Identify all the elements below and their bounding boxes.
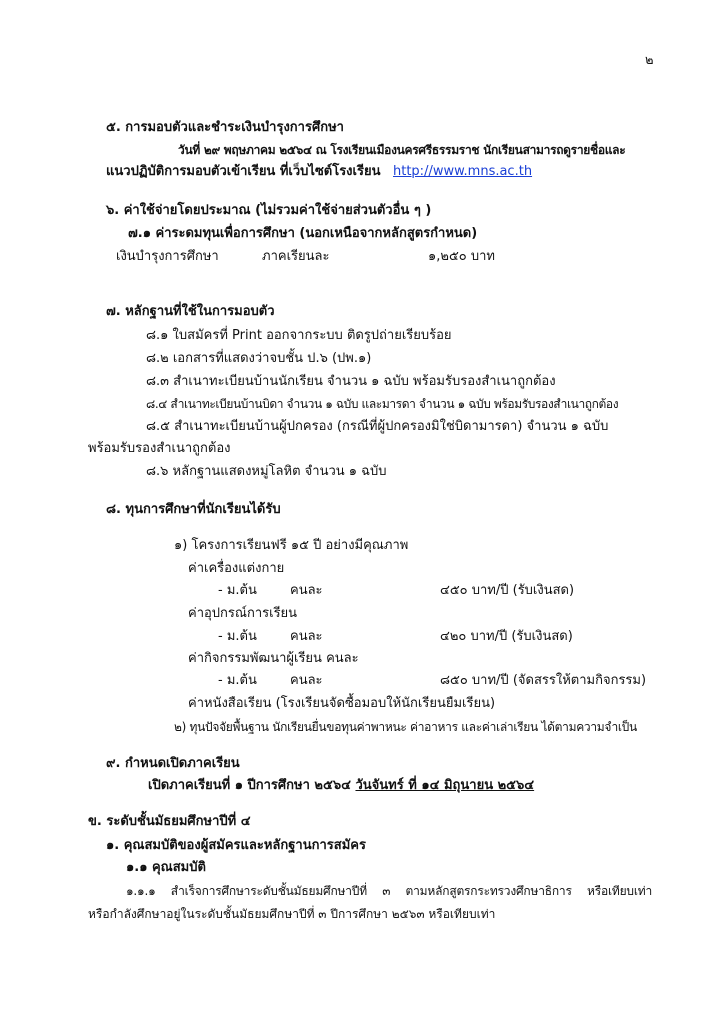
scholarship-item-per: คนละ (290, 583, 323, 598)
section-8-heading: ๘. ทุนการศึกษาที่นักเรียนได้รับ (106, 502, 281, 517)
scholarship-item-amount: ๔๒๐ บาท/ปี (รับเงินสด) (440, 629, 573, 644)
scholarship-item-level: - ม.ต้น (218, 673, 257, 688)
fee-amount: ๑,๒๕๐ บาท (428, 249, 495, 264)
section-7-heading: ๗. หลักฐานที่ใช้ในการมอบตัว (106, 304, 275, 319)
document-item: ๘.๒ เอกสารที่แสดงว่าจบชั้น ป.๖ (ปพ.๑) (146, 351, 372, 366)
section-9-heading: ๙. กำหนดเปิดภาคเรียน (106, 756, 240, 771)
section-5-line2-text: แนวปฏิบัติการมอบตัวเข้าเรียน ที่เว็บไซต์โรงเรียน (106, 164, 381, 179)
fee-label: เงินบำรุงการศึกษา (116, 249, 219, 264)
school-website-link[interactable]: http://www.mns.ac.th (393, 164, 533, 179)
scholarship-project-2: ๒) ทุนปัจจัยพื้นฐาน นักเรียนยื่นขอทุนค่าพาหนะ ค่าอาหาร และค่าเล่าเรียน ได้ตามความจำเป็น (174, 720, 637, 734)
document-item: ๘.๕ สำเนาทะเบียนบ้านผู้ปกครอง (กรณีที่ผู้ปกครองมิใช่บิดามารดา) จำนวน ๑ ฉบับ (146, 419, 609, 434)
scholarship-item-amount: ๘๕๐ บาท/ปี (จัดสรรให้ตามกิจกรรม) (440, 673, 647, 688)
document-item-continuation: พร้อมรับรองสำเนาถูกต้อง (88, 441, 231, 456)
scholarship-books: ค่าหนังสือเรียน (โรงเรียนจัดซื้อมอบให้นักเรียนยืมเรียน) (188, 696, 496, 711)
scholarship-item-title: ค่ากิจกรรมพัฒนาผู้เรียน คนละ (188, 651, 359, 666)
fee-term: ภาคเรียนละ (262, 249, 330, 264)
semester-opening-text: เปิดภาคเรียนที่ ๑ ปีการศึกษา ๒๕๖๔ (148, 778, 356, 793)
scholarship-item-level: - ม.ต้น (218, 629, 257, 644)
scholarship-item-level: - ม.ต้น (218, 583, 257, 598)
qualification-paragraph-line1: ๑.๑.๑ สำเร็จการศึกษาระดับชั้นมัธยมศึกษาปีที่ ๓ ตามหลักสูตรกระทรวงศึกษาธิการ หรือเทียบเท่า (126, 884, 652, 898)
section-6-subheading: ๗.๑ ค่าระดมทุนเพื่อการศึกษา (นอกเหนือจากหลักสูตรกำหนด) (128, 226, 478, 241)
section-5-line2 (106, 163, 532, 181)
scholarship-item-amount: ๔๕๐ บาท/ปี (รับเงินสด) (440, 583, 575, 598)
section-5-heading: ๕. การมอบตัวและชำระเงินบำรุงการศึกษา (106, 120, 344, 135)
part-b-subheading: ๑. คุณสมบัติของผู้สมัครและหลักฐานการสมัคร (106, 838, 366, 853)
document-item: ๘.๔ สำเนาทะเบียนบ้านบิดา จำนวน ๑ ฉบับ และมารดา จำนวน ๑ ฉบับ พร้อมรับรองสำเนาถูกต้อง (146, 397, 619, 411)
scholarship-item-title: ค่าอุปกรณ์การเรียน (188, 606, 298, 621)
scholarship-item-per: คนละ (290, 673, 323, 688)
page-number: ๒ (645, 53, 654, 68)
document-item: ๘.๖ หลักฐานแสดงหมู่โลหิต จำนวน ๑ ฉบับ (146, 464, 387, 479)
section-6-heading: ๖. ค่าใช้จ่ายโดยประมาณ (ไม่รวมค่าใช้จ่ายส่วนตัวอื่น ๆ ) (106, 203, 432, 218)
document-item: ๘.๓ สำเนาทะเบียนบ้านนักเรียน จำนวน ๑ ฉบับ พร้อมรับรองสำเนาถูกต้อง (146, 374, 556, 389)
qualification-heading: ๑.๑ คุณสมบัติ (126, 860, 206, 875)
semester-opening-line (148, 777, 534, 795)
part-b-heading: ข. ระดับชั้นมัธยมศึกษาปีที่ ๔ (88, 814, 251, 829)
document-item: ๘.๑ ใบสมัครที่ Print ออกจากระบบ ติดรูปถ่ายเรียบร้อย (146, 328, 452, 343)
semester-opening-date: วันจันทร์ ที่ ๑๔ มิถุนายน ๒๕๖๔ (355, 778, 535, 793)
scholarship-item-per: คนละ (290, 629, 323, 644)
scholarship-project-1: ๑) โครงการเรียนฟรี ๑๕ ปี อย่างมีคุณภาพ (174, 538, 409, 553)
qualification-paragraph-line2: หรือกำลังศึกษาอยู่ในระดับชั้นมัธยมศึกษาปีที่ ๓ ปีการศึกษา ๒๕๖๓ หรือเทียบเท่า (88, 907, 496, 921)
scholarship-item-title: ค่าเครื่องแต่งกาย (188, 561, 285, 576)
section-5-line1: วันที่ ๒๙ พฤษภาคม ๒๕๖๔ ณ โรงเรียนเมืองนครศรีธรรมราช นักเรียนสามารถดูรายชื่อและ (178, 143, 626, 157)
